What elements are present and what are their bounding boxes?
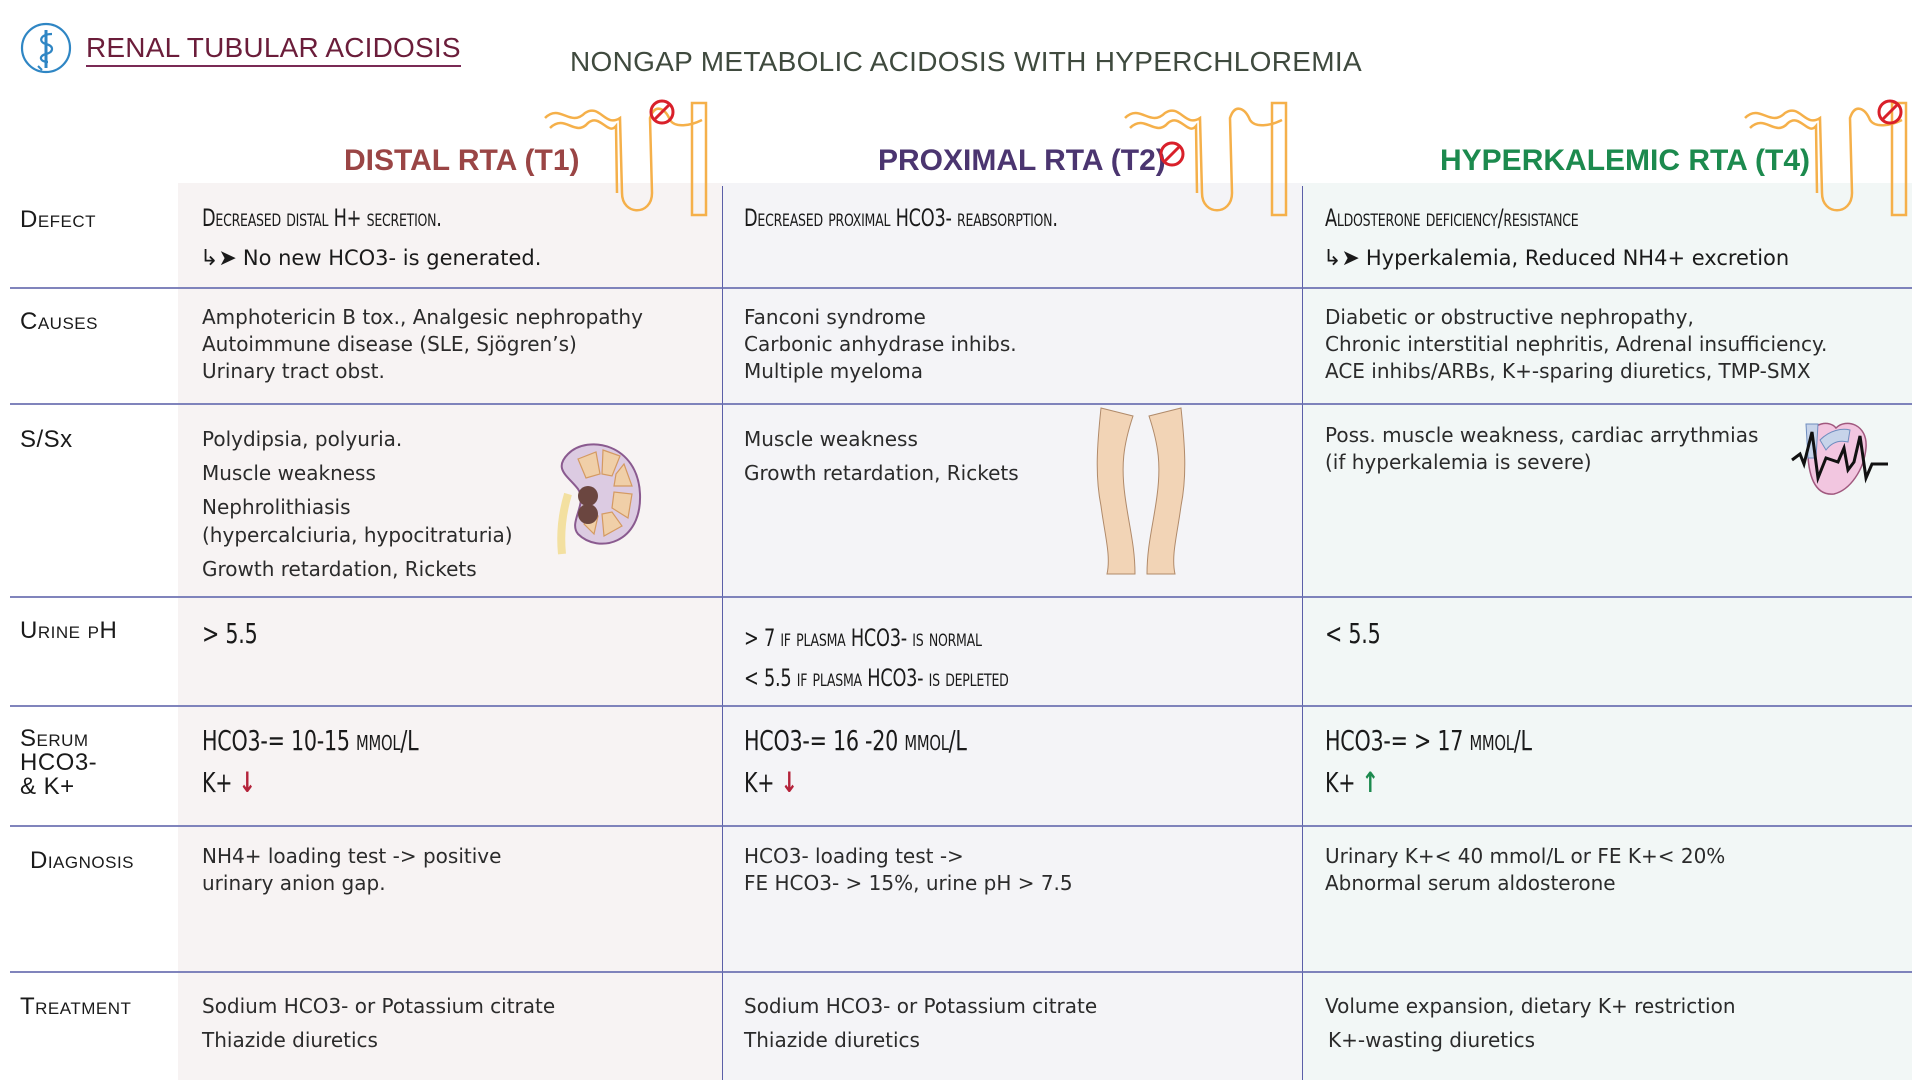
column-divider (1302, 186, 1303, 1080)
list-item: Poss. muscle weakness, cardiac arrythmias (1325, 423, 1759, 447)
list-item: Sodium HCO3- or Potassium citrate (744, 994, 1098, 1018)
no-entry-icon (1161, 143, 1183, 165)
treatment-t4 (1325, 989, 1736, 1057)
diagnosis-t4 (1325, 843, 1725, 897)
row-divider (10, 971, 1912, 973)
row-label-ssx (20, 427, 73, 453)
row-label-serum-line: HCO3- (20, 749, 98, 776)
defect-proximal-main: Decreased proximal HCO3- reabsorption. (744, 204, 1058, 232)
list-item: > 7 if plasma HCO3- is normal (744, 624, 982, 652)
serum-distal-hco3: HCO3-= 10-15 mmol/L (202, 724, 419, 757)
nephron-icon (540, 98, 710, 220)
row-divider (10, 825, 1912, 827)
list-item: Thiazide diuretics (202, 1028, 378, 1052)
list-item: Urinary K+< 40 mmol/L or FE K+< 20% (1325, 844, 1726, 868)
column-header-distal: DISTAL RTA (T1) (344, 144, 580, 177)
row-label-diagnosis: Diagnosis (30, 847, 135, 874)
arrow-down-icon: ↓ (780, 766, 798, 799)
treatment-proximal (744, 989, 1097, 1057)
list-item: Diabetic or obstructive nephropathy, (1325, 305, 1694, 329)
no-entry-icon (1879, 101, 1901, 123)
causes-distal (202, 304, 643, 385)
list-item: Growth retardation, Rickets (202, 557, 477, 581)
row-label-serum-line: Serum (20, 725, 89, 752)
potassium-label: K+ (744, 766, 775, 799)
row-label-defect: Defect (20, 206, 97, 233)
defect-distal-note-text: No new HCO3- is generated. (242, 246, 542, 270)
row-label-serum-line: & K+ (20, 773, 75, 800)
page-title: RENAL TUBULAR ACIDOSIS (86, 32, 461, 67)
row-label-serum (20, 727, 97, 799)
heart-ecg-icon (1790, 418, 1890, 496)
diagnosis-distal (202, 843, 501, 897)
treatment-distal (202, 989, 555, 1057)
row-label-urine-ph: Urine pH (20, 617, 118, 644)
serum-distal-k (202, 766, 256, 799)
list-item: Fanconi syndrome (744, 305, 926, 329)
list-item: Polydipsia, polyuria. (202, 427, 403, 451)
list-item: (if hyperkalemia is severe) (1325, 450, 1592, 474)
list-item: Abnormal serum aldosterone (1325, 871, 1616, 895)
defect-distal-main: Decreased distal H+ secretion. (202, 204, 442, 232)
row-divider (10, 705, 1912, 707)
list-item: urinary anion gap. (202, 871, 386, 895)
list-item: Amphotericin B tox., Analgesic nephropathy (202, 305, 643, 329)
defect-distal-note (200, 246, 541, 271)
row-divider (10, 403, 1912, 405)
row-divider (10, 287, 1912, 289)
list-item: Urinary tract obst. (202, 359, 385, 383)
list-item: Sodium HCO3- or Potassium citrate (202, 994, 556, 1018)
list-item: Multiple myeloma (744, 359, 923, 383)
nephron-icon (1120, 98, 1290, 220)
list-item: Carbonic anhydrase inhibs. (744, 332, 1017, 356)
list-item: Volume expansion, dietary K+ restriction (1325, 994, 1736, 1018)
causes-t4 (1325, 304, 1827, 385)
list-item: NH4+ loading test -> positive (202, 844, 502, 868)
arrow-turn-icon: ↳➤ (1323, 246, 1360, 271)
row-label-causes: Causes (20, 308, 98, 335)
list-item: FE HCO3- > 15%, urine pH > 7.5 (744, 871, 1073, 895)
defect-t4-note (1323, 246, 1789, 271)
causes-proximal (744, 304, 1017, 385)
list-item: K+-wasting diuretics (1328, 1028, 1536, 1052)
column-divider (722, 186, 723, 1080)
potassium-label: K+ (1325, 766, 1356, 799)
diagnosis-proximal (744, 843, 1073, 897)
list-item: < 5.5 if plasma HCO3- is depleted (744, 664, 1009, 692)
column-header-t4: HYPERKALEMIC RTA (T4) (1440, 144, 1810, 177)
caduceus-icon (20, 22, 72, 74)
serum-proximal-k (744, 766, 798, 799)
list-item: ACE inhibs/ARBs, K+-sparing diuretics, TMP-SMX (1325, 359, 1811, 383)
arrow-down-icon: ↓ (238, 766, 256, 799)
nephron-icon (1740, 98, 1910, 220)
defect-t4-main: Aldosterone deficiency/resistance (1325, 204, 1579, 232)
ssx-proximal (744, 422, 1019, 490)
bowed-legs-icon (1095, 406, 1187, 578)
serum-t4-hco3: HCO3-= > 17 mmol/L (1325, 724, 1532, 757)
list-item: Chronic interstitial nephritis, Adrenal insufficiency. (1325, 332, 1828, 356)
defect-t4-note-text: Hyperkalemia, Reduced NH4+ excretion (1365, 246, 1790, 270)
row-label-treatment: Treatment (20, 993, 132, 1020)
list-item: HCO3- loading test -> (744, 844, 964, 868)
row-label-ssx-text: S/Sx (20, 426, 73, 453)
row-divider (10, 596, 1912, 598)
page-subtitle: NONGAP METABOLIC ACIDOSIS WITH HYPERCHLOREMIA (570, 46, 1362, 77)
list-item: Thiazide diuretics (744, 1028, 920, 1052)
column-header-proximal: PROXIMAL RTA (T2) (878, 144, 1166, 177)
arrow-turn-icon: ↳➤ (200, 246, 237, 271)
ssx-distal (202, 422, 513, 586)
arrow-up-icon: ↑ (1361, 766, 1379, 799)
serum-proximal-hco3: HCO3-= 16 -20 mmol/L (744, 724, 967, 757)
urine-ph-proximal (744, 618, 1009, 698)
list-item: Nephrolithiasis (202, 495, 351, 519)
list-item: Muscle weakness (744, 427, 918, 451)
list-item: Growth retardation, Rickets (744, 461, 1019, 485)
serum-t4-k (1325, 766, 1379, 799)
list-item: Autoimmune disease (SLE, Sjögren’s) (202, 332, 577, 356)
potassium-label: K+ (202, 766, 233, 799)
urine-ph-distal: > 5.5 (202, 617, 258, 650)
list-item: (hypercalciuria, hypocitraturia) (202, 523, 513, 547)
ssx-t4 (1325, 422, 1758, 476)
kidney-stone-icon (548, 434, 648, 558)
list-item: Muscle weakness (202, 461, 376, 485)
urine-ph-t4: < 5.5 (1325, 617, 1381, 650)
